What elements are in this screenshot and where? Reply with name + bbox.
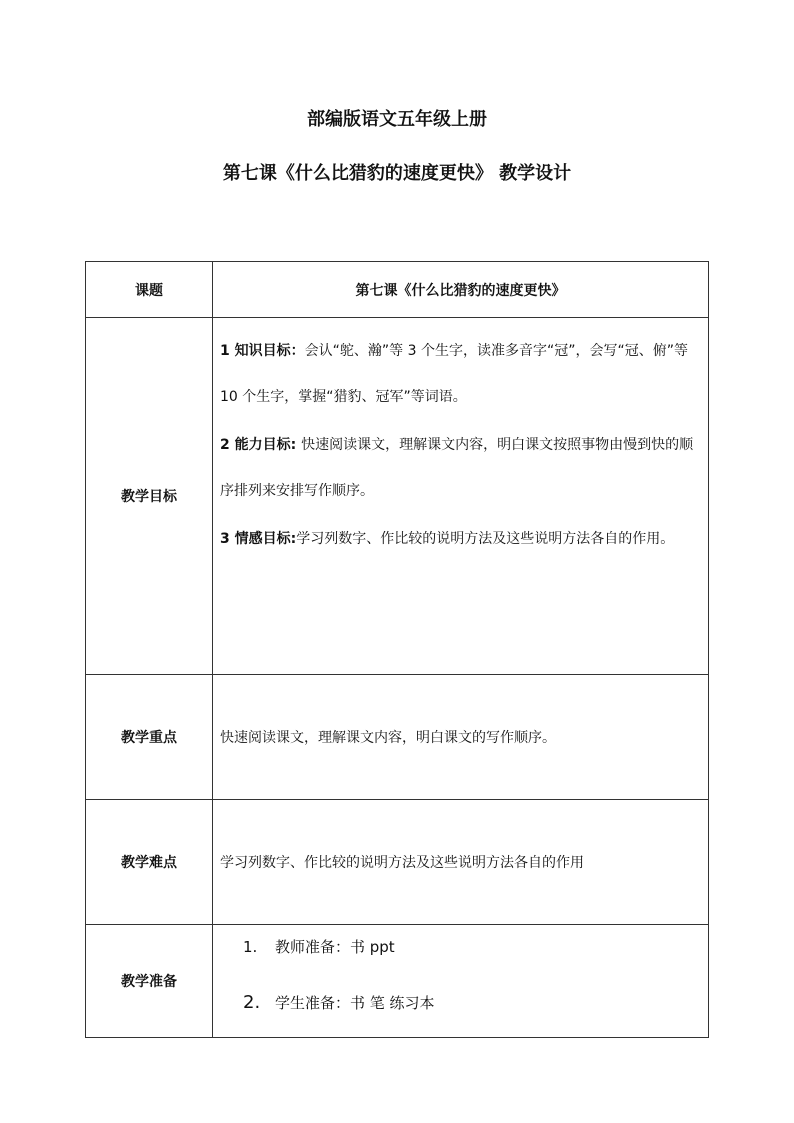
list-item — [243, 981, 708, 1037]
goal-knowledge-text: 会认“鸵、瀚”等 3 个生字，读准多音字“冠”，会写“冠、俯”等 10 个生字，掌握“猎豹、冠军”等词语。 — [220, 343, 688, 405]
goal-ability-head: 2 能力目标: — [220, 437, 302, 453]
goal-knowledge — [220, 328, 702, 420]
preparation-student: 学生准备：书 笔 练习本 — [275, 994, 435, 1012]
preparation-list — [213, 925, 708, 1037]
key-points-value: 快速阅读课文，理解课文内容，明白课文的写作顺序。 — [213, 675, 709, 800]
preparation-content — [213, 925, 709, 1038]
goal-emotion-text: 学习列数字、作比较的说明方法及这些说明方法各自的作用。 — [296, 531, 675, 547]
table-row-preparation — [86, 925, 709, 1038]
topic-label: 课题 — [86, 262, 213, 318]
table-row-key-points — [86, 675, 709, 800]
topic-value: 第七课《什么比猎豹的速度更快》 — [213, 262, 709, 318]
goal-knowledge-head: 1 知识目标： — [220, 343, 305, 359]
list-item — [243, 925, 708, 981]
document-title: 部编版语文五年级上册 — [307, 109, 487, 130]
table-row-goals — [86, 318, 709, 675]
table-row-difficulties — [86, 800, 709, 925]
table-row-topic — [86, 262, 709, 318]
key-points-label: 教学重点 — [86, 675, 213, 800]
goals-content — [213, 318, 709, 675]
preparation-label: 教学准备 — [86, 925, 213, 1038]
lesson-plan-table — [85, 261, 709, 1038]
goals-label: 教学目标 — [86, 318, 213, 675]
goal-ability — [220, 422, 702, 514]
preparation-teacher: 教师准备：书 ppt — [275, 938, 395, 956]
list-number: 1. — [243, 938, 258, 956]
difficulties-value: 学习列数字、作比较的说明方法及这些说明方法各自的作用 — [213, 800, 709, 925]
goal-ability-text: 快速阅读课文，理解课文内容，明白课文按照事物由慢到快的顺序排列来安排写作顺序。 — [220, 437, 694, 499]
list-number: 2. — [243, 992, 261, 1013]
document-subtitle: 第七课《什么比猎豹的速度更快》 教学设计 — [222, 163, 572, 184]
goal-emotion-head: 3 情感目标: — [220, 531, 297, 547]
goal-emotion — [220, 516, 702, 562]
difficulties-label: 教学难点 — [86, 800, 213, 925]
